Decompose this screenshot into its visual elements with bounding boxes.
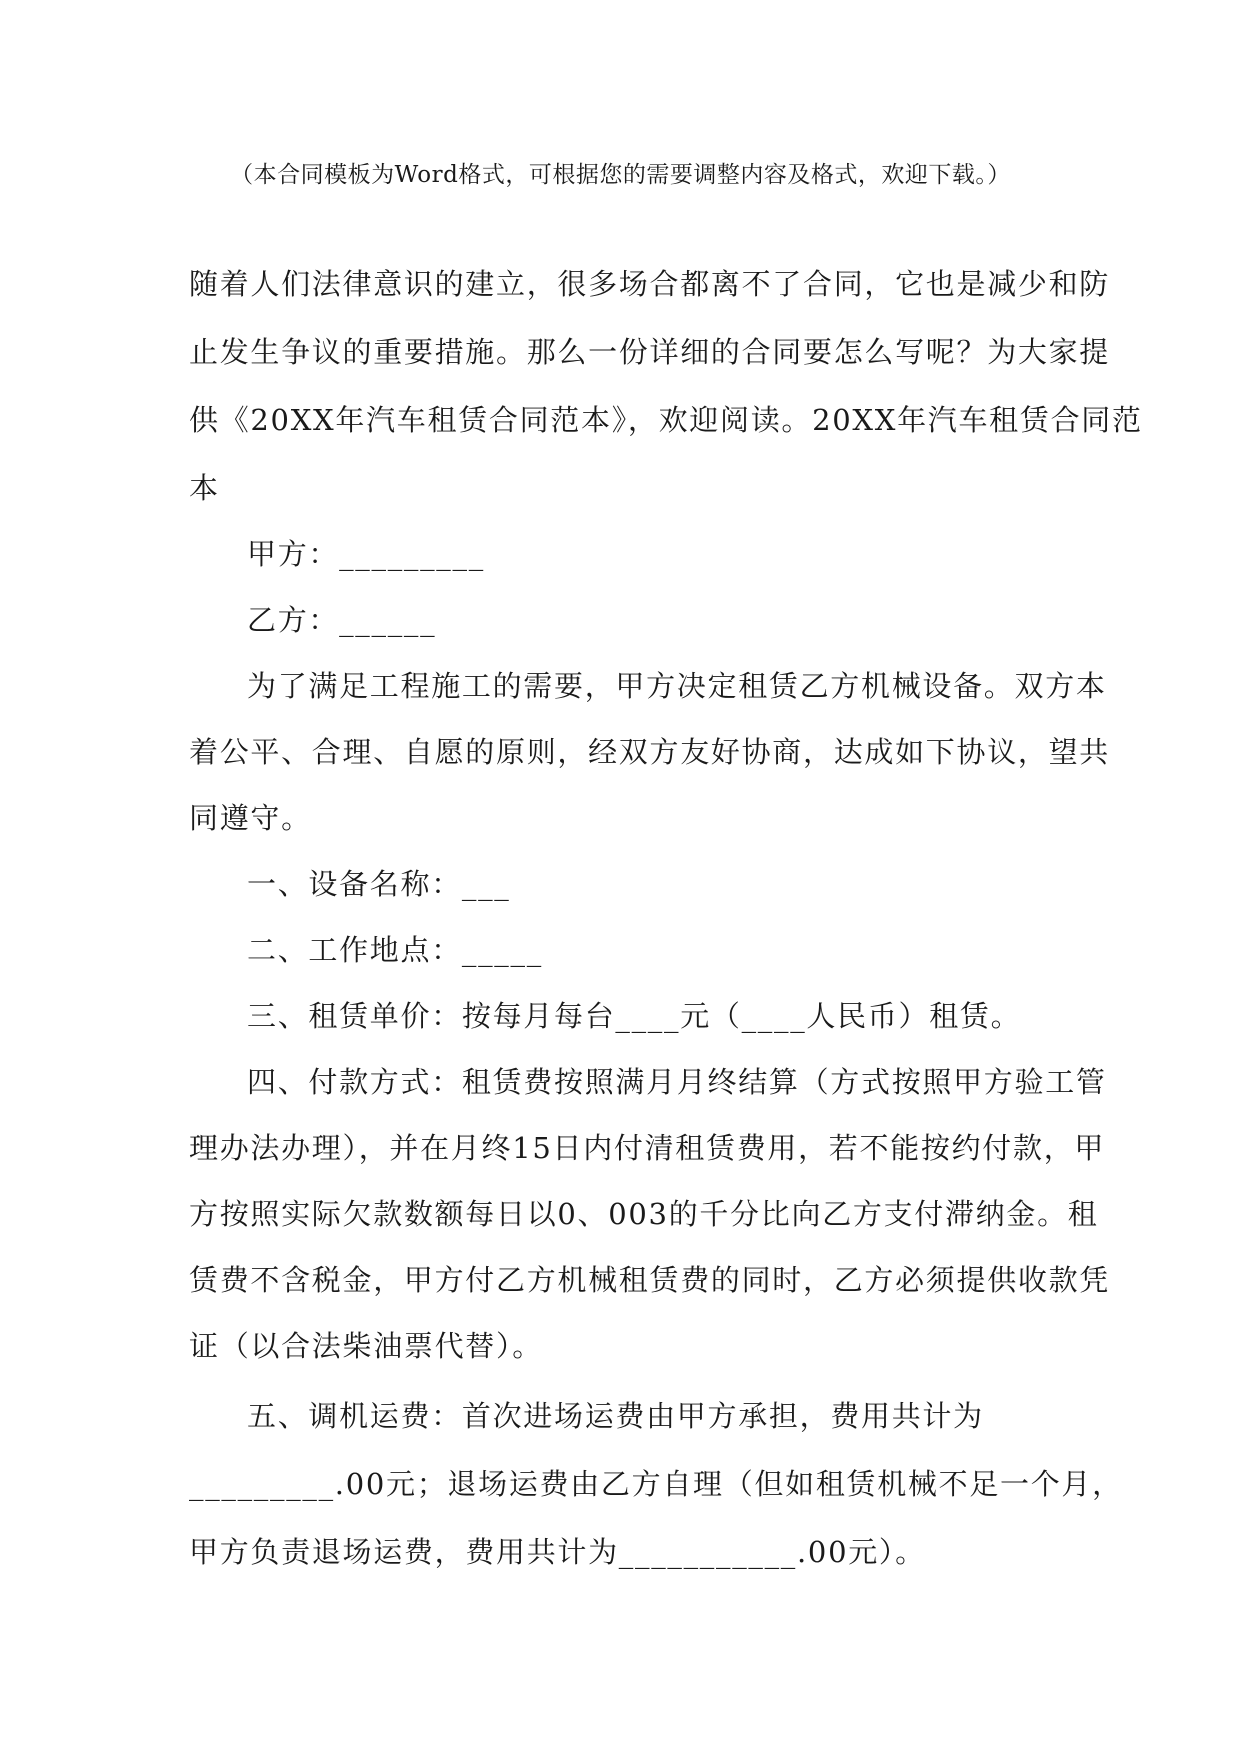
intro-line-3: 供《20XX年汽车租赁合同范本》，欢迎阅读。20XX年汽车租赁合同范 — [189, 403, 1143, 437]
clause-transport-line-1: 五、调机运费：首次进场运费由甲方承担，费用共计为 — [247, 1399, 984, 1433]
intro-line-1: 随着人们法律意识的建立，很多场合都离不了合同，它也是减少和防 — [189, 267, 1111, 301]
purpose-line-1: 为了满足工程施工的需要，甲方决定租赁乙方机械设备。双方本 — [247, 669, 1107, 703]
clause-rental-price: 三、租赁单价：按每月每台____元（____人民币）租赁。 — [247, 999, 1022, 1033]
clause-work-location: 二、工作地点：_____ — [247, 933, 543, 967]
clause-payment-line-2: 理办法办理），并在月终15日内付清租赁费用，若不能按约付款，甲 — [189, 1131, 1106, 1165]
clause-transport-line-2: _________.00元；退场运费由乙方自理（但如租赁机械不足一个月， — [189, 1467, 1123, 1501]
clause-equipment-name: 一、设备名称：___ — [247, 867, 511, 901]
clause-payment-line-5: 证（以合法柴油票代替）。 — [189, 1329, 543, 1363]
clause-payment-line-4: 赁费不含税金，甲方付乙方机械租赁费的同时，乙方必须提供收款凭 — [189, 1263, 1111, 1297]
purpose-line-3: 同遵守。 — [189, 801, 312, 835]
intro-line-4: 本 — [189, 471, 220, 505]
party-b: 乙方：______ — [247, 603, 437, 637]
intro-line-2: 止发生争议的重要措施。那么一份详细的合同要怎么写呢？为大家提 — [189, 335, 1111, 369]
purpose-line-2: 着公平、合理、自愿的原则，经双方友好协商，达成如下协议，望共 — [189, 735, 1111, 769]
clause-payment-line-3: 方按照实际欠款数额每日以0、003的千分比向乙方支付滞纳金。租 — [189, 1197, 1099, 1231]
party-a: 甲方：_________ — [247, 537, 485, 571]
clause-transport-line-3: 甲方负责退场运费，费用共计为___________.00元）。 — [189, 1535, 926, 1569]
template-note: （本合同模板为Word格式，可根据您的需要调整内容及格式，欢迎下载。） — [230, 162, 1011, 188]
clause-payment-line-1: 四、付款方式：租赁费按照满月月终结算（方式按照甲方验工管 — [247, 1065, 1107, 1099]
